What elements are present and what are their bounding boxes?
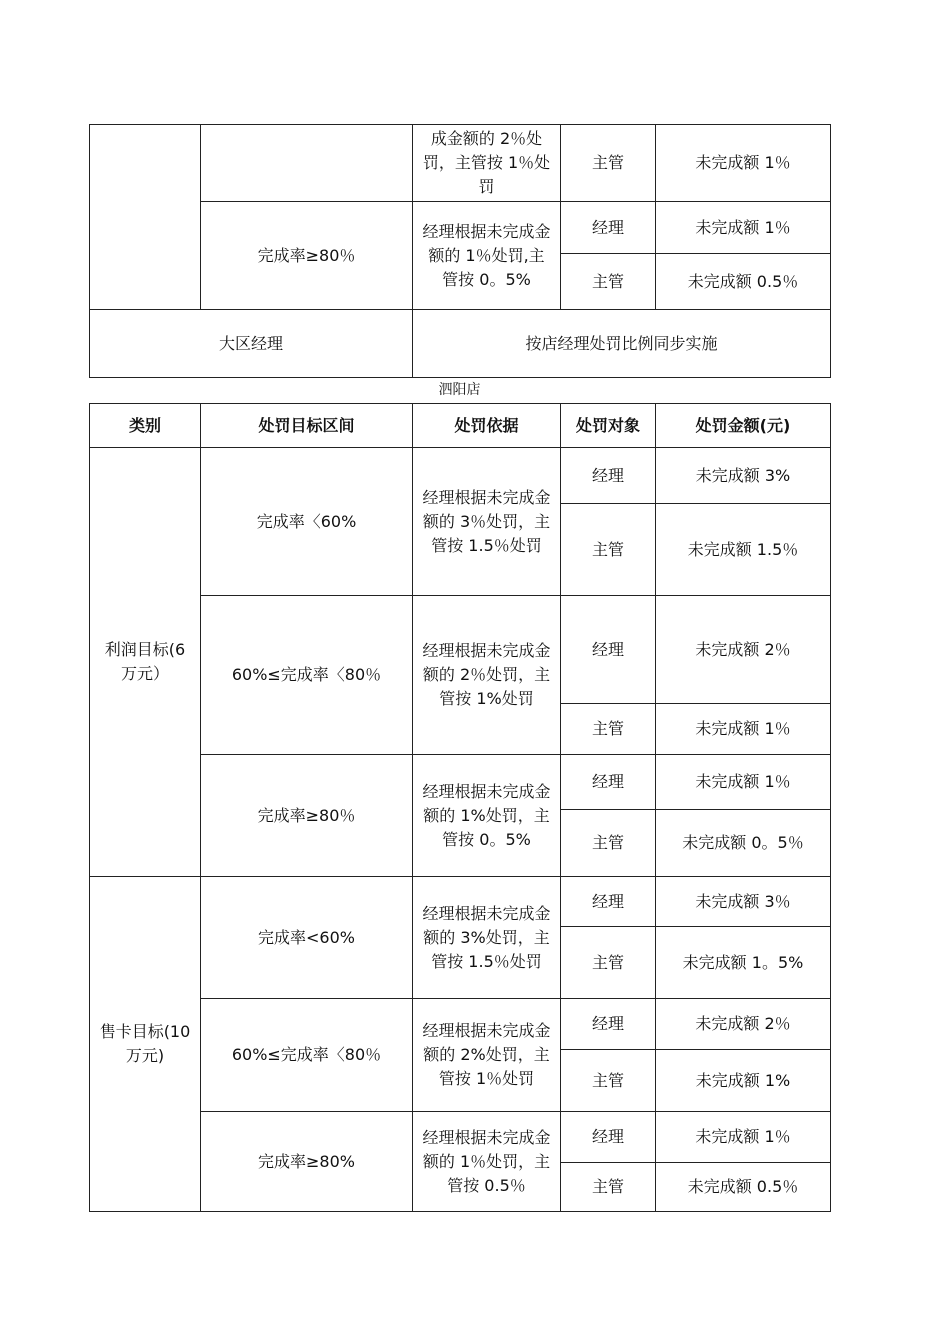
store-caption: 泗阳店 [438,382,481,398]
amount-cell: 未完成额 1.5％ [656,504,831,596]
basis-cell: 经理根据未完成金额的 3％处罚，主管按 1.5％处罚 [413,448,561,596]
table-row [90,310,831,378]
amount-cell: 未完成额 0.5％ [656,1163,831,1212]
target-cell: 主管 [561,810,656,877]
store-penalty-table [89,403,831,1212]
table-row [90,202,831,254]
target-cell: 主管 [561,125,656,202]
table-row [90,1112,831,1163]
target-cell: 经理 [561,1112,656,1163]
table-row [90,877,831,927]
header-row [90,404,831,448]
category-profit: 利润目标(6 万元） [90,448,201,877]
interval-cell-empty [201,125,413,202]
table-row [90,448,831,504]
table-row [90,125,831,202]
regional-manager-text: 按店经理处罚比例同步实施 [413,310,831,378]
interval-cell: 完成率≥80% [201,1112,413,1212]
amount-cell: 未完成额 1％ [656,704,831,755]
header-basis: 处罚依据 [413,404,561,448]
target-cell: 经理 [561,448,656,504]
interval-cell: 完成率≥80％ [201,202,413,310]
basis-cell: 经理根据未完成金额的 2%处罚，主管按 1％处罚 [413,999,561,1112]
interval-cell: 60%≤完成率〈80％ [201,999,413,1112]
target-cell: 主管 [561,1050,656,1112]
amount-cell: 未完成额 1％ [656,755,831,810]
basis-cell: 经理根据未完成金额的 3%处罚，主管按 1.5％处罚 [413,877,561,999]
continued-penalty-table [89,124,831,378]
amount-cell: 未完成额 2％ [656,999,831,1050]
header-category: 类别 [90,404,201,448]
interval-cell: 完成率≥80％ [201,755,413,877]
amount-cell: 未完成额 2％ [656,596,831,704]
target-cell: 主管 [561,704,656,755]
basis-cell: 成金额的 2％处罚，主管按 1％处罚 [413,125,561,202]
interval-cell: 完成率<60% [201,877,413,999]
target-cell: 经理 [561,755,656,810]
amount-cell: 未完成额 1％ [656,202,831,254]
basis-cell: 经理根据未完成金额的 1%处罚，主管按 0。5% [413,755,561,877]
table-row [90,596,831,704]
target-cell: 经理 [561,596,656,704]
target-cell: 主管 [561,927,656,999]
target-cell: 主管 [561,1163,656,1212]
basis-cell: 经理根据未完成金额的 1％处罚,主管按 0。5% [413,202,561,310]
amount-cell: 未完成额 1％ [656,1112,831,1163]
basis-cell: 经理根据未完成金额的 1％处罚，主管按 0.5％ [413,1112,561,1212]
target-cell: 经理 [561,999,656,1050]
regional-manager-label: 大区经理 [90,310,413,378]
target-cell: 主管 [561,504,656,596]
interval-cell: 60%≤完成率〈80％ [201,596,413,755]
header-interval: 处罚目标区间 [201,404,413,448]
category-cell-empty [90,125,201,310]
table-row [90,999,831,1050]
header-target: 处罚对象 [561,404,656,448]
amount-cell: 未完成额 0。5％ [656,810,831,877]
amount-cell: 未完成额 3％ [656,877,831,927]
amount-cell: 未完成额 1% [656,1050,831,1112]
header-amount: 处罚金额(元) [656,404,831,448]
target-cell: 经理 [561,877,656,927]
amount-cell: 未完成额 3% [656,448,831,504]
interval-cell: 完成率〈60% [201,448,413,596]
table-row [90,755,831,810]
basis-cell: 经理根据未完成金额的 2％处罚，主管按 1%处罚 [413,596,561,755]
target-cell: 经理 [561,202,656,254]
amount-cell: 未完成额 1。5% [656,927,831,999]
amount-cell: 未完成额 1％ [656,125,831,202]
target-cell: 主管 [561,254,656,310]
category-card: 售卡目标(10 万元) [90,877,201,1212]
amount-cell: 未完成额 0.5％ [656,254,831,310]
